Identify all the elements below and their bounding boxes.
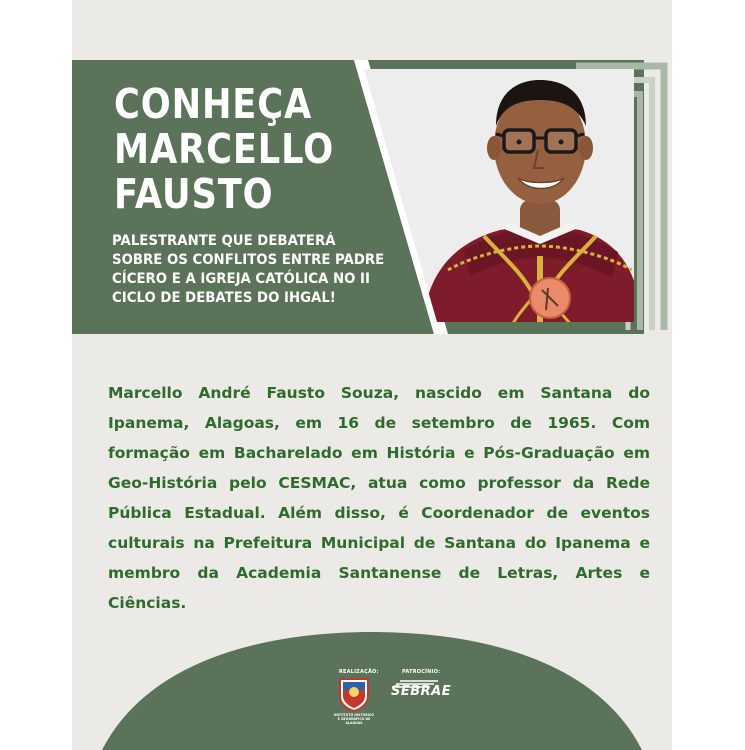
speaker-bio: Marcello André Fausto Souza, nascido em Santana do Ipanema, Alagoas, em 16 de setembro de 1965. Com formação em Bacharelado em História e Pós-Graduação em Geo-História pelo CESMAC, atua como professor da Rede Pública Estadual. Além disso, é Coordenador de eventos culturais na Prefeitura Municipal de Santana do Ipanema e membro da Academia Santanense de Letras, Artes e Ciências.: [108, 384, 650, 612]
institution-name: INSTITUTO HISTÓRICO E GEOGRÁFICO DE ALAGOAS: [334, 713, 374, 725]
ihgal-crest-icon: [337, 676, 371, 712]
footer-arc: [72, 632, 672, 750]
sebrae-logo: SEBRAE: [391, 684, 452, 699]
headline-subtitle: PALESTRANTE QUE DEBATERÁ SOBRE OS CONFLITOS ENTRE PADRE CÍCERO E A IGREJA CATÓLICA NO II CICLO DE DEBATES DO IHGAL!: [112, 233, 385, 306]
realizacao-label: REALIZAÇÃO:: [339, 669, 379, 675]
patrocinio-label: PATROCÍNIO:: [402, 669, 441, 675]
header-banner: [72, 60, 672, 334]
footer-section: [72, 632, 672, 750]
headline-title: CONHEÇA MARCELLO FAUSTO: [114, 80, 335, 218]
